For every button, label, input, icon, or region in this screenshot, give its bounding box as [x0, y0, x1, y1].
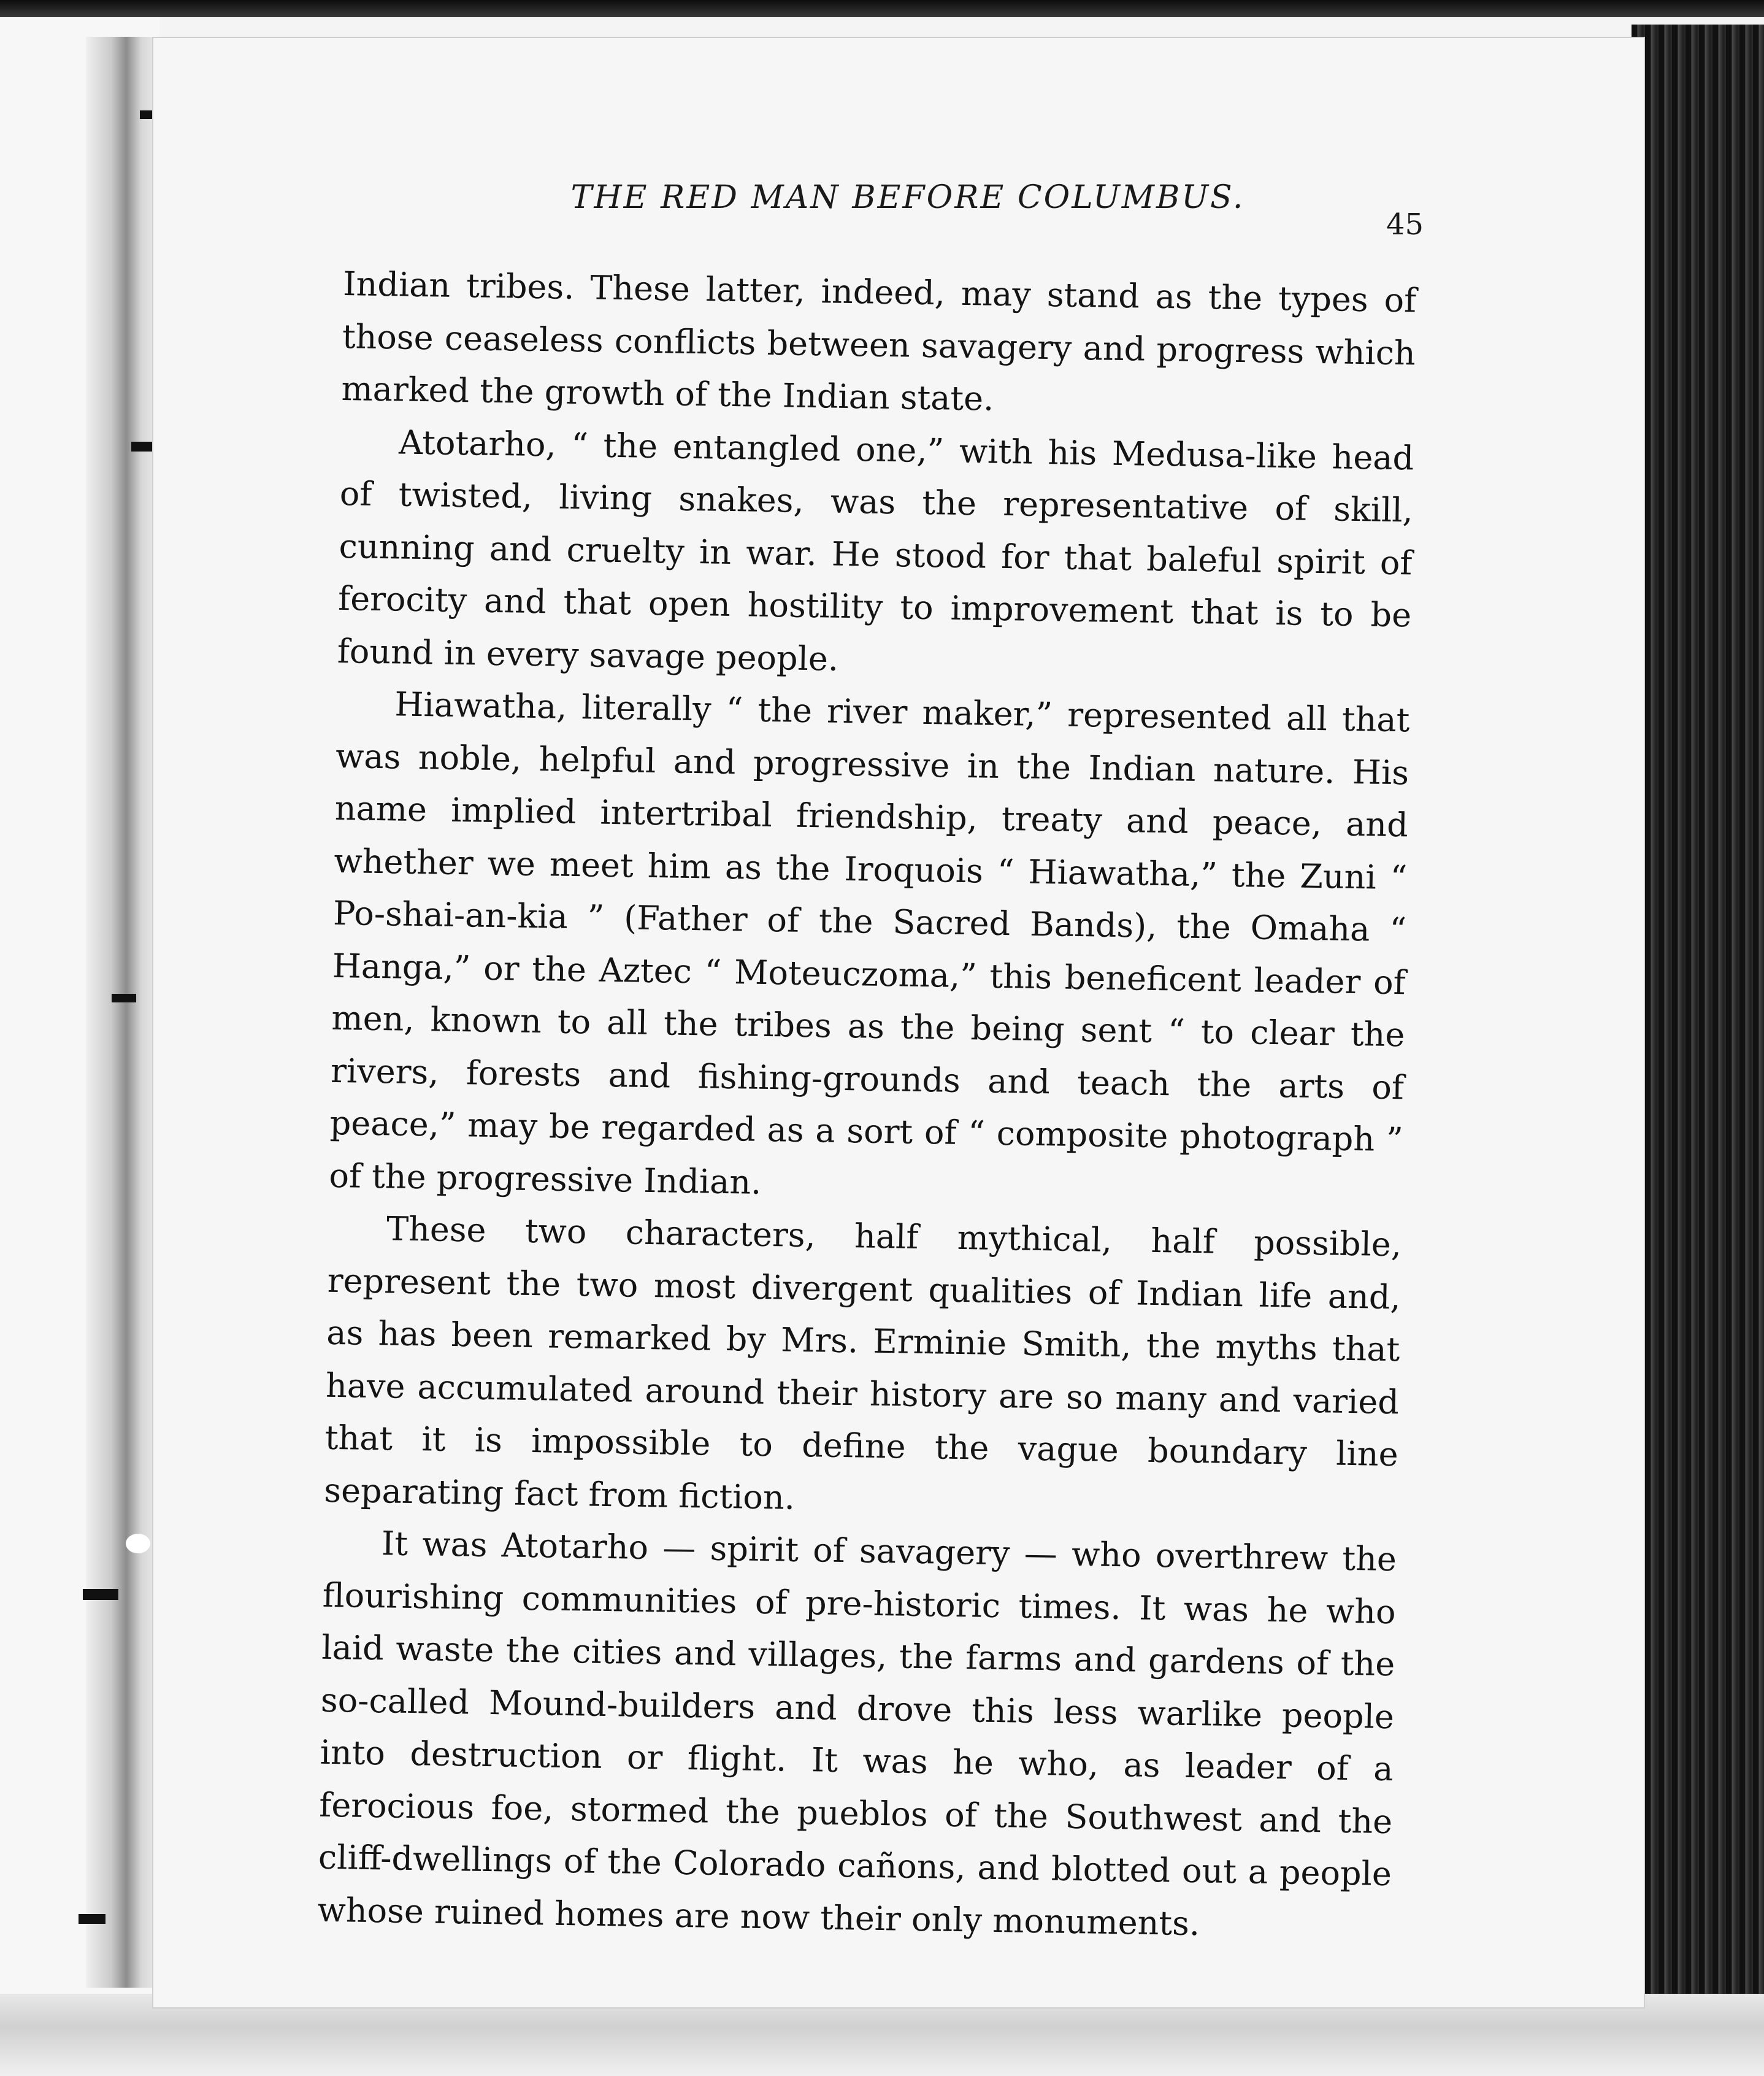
binding-stitch	[79, 1914, 105, 1924]
scan-speck	[126, 1534, 150, 1553]
paragraph: Indian tribes. These latter, indeed, may stand as the types of those ceaseless conflicts between savagery and progress which marked the growth of the Indian state.	[341, 264, 1417, 418]
paragraph: These two characters, half mythical, half possible, represent the two most divergent qualities of Indian life and, as has been remarked by Mrs. Erminie Smith, the myths that have accumulated around their history are so many and varied that it is impossible to define the vague boundary line separating fact from fiction.	[323, 1209, 1402, 1517]
page-number: 45	[1386, 207, 1424, 242]
binding-stitch	[83, 1589, 118, 1600]
paragraph: Hiawatha, literally “ the river maker,” represented all that was noble, helpful and progressive in the Indian nature. His name implied intertribal friendship, treaty and peace, and whether we meet him as the Iroquois “ Hiawatha,” the Zuni “ Po-shai-an-kia ” (Father of the Sacred Bands), the Omaha “ Hanga,” or the Aztec “ Moteuczoma,” this beneficent leader of men, known to all the tribes as the being sent “ to clear the rivers, forests and fishing-grounds and teach the arts of peace,” may be regarded as a sort of “ composite photograph ” of the progressive Indian.	[329, 685, 1410, 1202]
binding-stitch	[112, 994, 136, 1002]
running-head: THE RED MAN BEFORE COLUMBUS.	[570, 179, 1245, 216]
paragraph: Atotarho, “ the entangled one,” with his Medusa-like head of twisted, living snakes, was the representative of skill, cunning and cruelty in war. He stood for that baleful spirit of ferocity and that open hostility to improvement that is to be found in every savage people.	[337, 422, 1414, 679]
binding-stitch	[131, 442, 156, 452]
scan-top-border	[0, 0, 1764, 17]
paragraph: It was Atotarho — spirit of savagery — who overthrew the flourishing communities of pre-historic times. It was he who laid waste the cities and villages, the farms and gardens of the so-called Mound-builders and drove this less warlike people into destruction or flight. It was he who, as leader of a ferocious foe, stormed the pueblos of the Southwest and the cliff-dwellings of the Colorado cañons, and blotted out a people whose ruined homes are now their only monuments.	[317, 1524, 1397, 1943]
body-text	[317, 258, 1417, 1953]
binding-gutter	[86, 37, 159, 1988]
page-block-edges	[1632, 25, 1764, 2076]
